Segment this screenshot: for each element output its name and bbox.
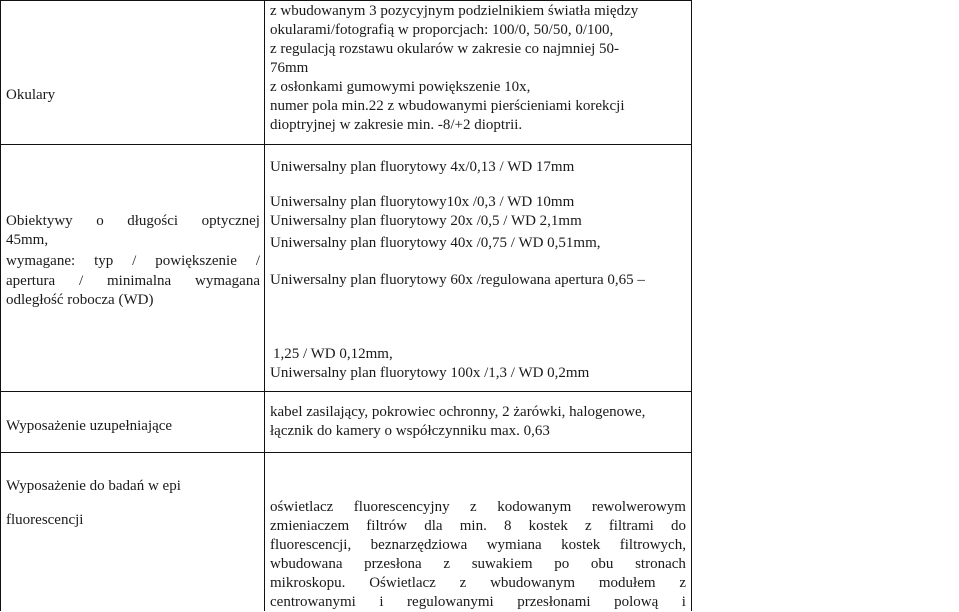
- table-border-right: [691, 0, 692, 611]
- objective-item-60x-cont: 1,25 / WD 0,12mm,: [273, 346, 393, 362]
- objective-item-4x: Uniwersalny plan fluorytowy 4x/0,13 / WD 17mm: [270, 159, 575, 175]
- objective-item-10x: Uniwersalny plan fluorytowy10x /0,3 / WD 10mm: [270, 194, 575, 210]
- column-divider: [264, 0, 265, 611]
- obiektywy-label-line-2: 45mm,: [6, 232, 49, 248]
- objective-item-20x: Uniwersalny plan fluorytowy 20x /0,5 / WD 2,1mm: [270, 213, 582, 229]
- row-divider-okulary: [0, 144, 692, 145]
- okulary-line-4: 76mm: [270, 60, 309, 76]
- wyposazenie-uzupelniajace-line-1: kabel zasilający, pokrowiec ochronny, 2 żarówki, halogenowe,: [270, 404, 646, 420]
- okulary-line-2: okularami/fotografią w proporcjach: 100/0, 50/50, 0/100,: [270, 22, 614, 38]
- objective-item-100x: Uniwersalny plan fluorytowy 100x /1,3 / WD 0,2mm: [270, 365, 590, 381]
- wyposazenie-epi-line-5: mikroskopu. Oświetlacz z wbudowanym modułem z: [270, 575, 686, 591]
- table-border-left: [0, 0, 1, 611]
- wyposazenie-epi-line-1: oświetlacz fluorescencyjny z kodowanym rewolwerowym: [270, 499, 686, 515]
- obiektywy-label-line-4: apertura / minimalna wymagana: [6, 273, 260, 289]
- row-divider-wyposazenie: [0, 452, 692, 453]
- wyposazenie-epi-line-2: zmieniaczem filtrów dla min. 8 kostek z filtrami do: [270, 518, 686, 534]
- okulary-label: Okulary: [6, 87, 56, 103]
- obiektywy-label-line-1: Obiektywy o długości optycznej: [6, 213, 260, 229]
- okulary-line-3: z regulacją rozstawu okularów w zakresie co najmniej 50-: [270, 41, 620, 57]
- obiektywy-label-line-3: wymagane: typ / powiększenie /: [6, 253, 260, 269]
- wyposazenie-epi-line-4: wbudowana przesłona z suwakiem po obu stronach: [270, 556, 686, 572]
- objective-item-60x: Uniwersalny plan fluorytowy 60x /regulowana apertura 0,65 –: [270, 272, 645, 288]
- wyposazenie-uzupelniajace-line-2: łącznik do kamery o współczynniku max. 0,63: [270, 423, 550, 439]
- wyposazenie-epi-line-6: centrowanymi i regulowanymi przesłonami polową i: [270, 594, 686, 610]
- okulary-line-1: z wbudowanym 3 pozycyjnym podzielnikiem światła między: [270, 3, 639, 19]
- okulary-line-5: z osłonkami gumowymi powiększenie 10x,: [270, 79, 531, 95]
- okulary-line-7: dioptryjnej w zakresie min. -8/+2 dioptrii.: [270, 117, 523, 133]
- table-border-top: [0, 0, 692, 1]
- wyposazenie-epi-line-3: fluorescencji, beznarzędziowa wymiana kostek filtrowych,: [270, 537, 686, 553]
- obiektywy-label-line-5: odległość robocza (WD): [6, 292, 154, 308]
- okulary-line-6: numer pola min.22 z wbudowanymi pierścieniami korekcji: [270, 98, 625, 114]
- wyposazenie-uzupelniajace-label: Wyposażenie uzupełniające: [6, 418, 173, 434]
- row-divider-obiektywy: [0, 391, 692, 392]
- wyposazenie-epi-label-line-2: fluorescencji: [6, 512, 84, 528]
- wyposazenie-epi-label-line-1: Wyposażenie do badań w epi: [6, 478, 181, 494]
- objective-item-40x: Uniwersalny plan fluorytowy 40x /0,75 / WD 0,51mm,: [270, 235, 601, 251]
